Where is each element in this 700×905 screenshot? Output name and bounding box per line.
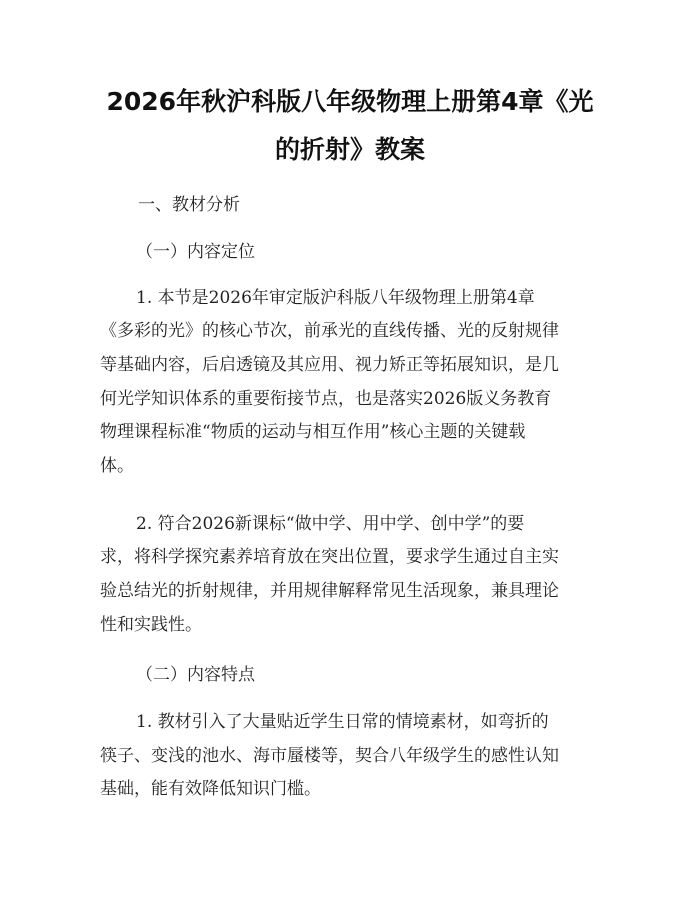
document-title-line-1: 2026年秋沪科版八年级物理上册第4章《光 xyxy=(106,87,594,116)
paragraph-3-line-3: 基础，能有效降低知识门槛。 xyxy=(100,779,321,799)
subsection-heading-content-positioning: （一）内容定位 xyxy=(136,242,255,262)
paragraph-1-line-1: 1. 本节是2026年审定版沪科版八年级物理上册第4章 xyxy=(136,288,535,308)
section-heading-textbook-analysis: 一、教材分析 xyxy=(138,195,240,215)
paragraph-1-line-4: 何光学知识体系的重要衔接节点，也是落实2026版义务教育 xyxy=(100,389,552,409)
paragraph-2-line-1: 2. 符合2026新课标“做中学、用中学、创中学”的要 xyxy=(136,514,525,534)
paragraph-2-line-4: 性和实践性。 xyxy=(100,615,202,635)
paragraph-1-line-3: 等基础内容，后启透镜及其应用、视力矫正等拓展知识，是几 xyxy=(100,355,559,375)
paragraph-1-line-5: 物理课程标准“物质的运动与相互作用”核心主题的关键载 xyxy=(100,422,526,442)
paragraph-3-line-1: 1. 教材引入了大量贴近学生日常的情境素材，如弯折的 xyxy=(136,712,549,732)
paragraph-1-line-2: 《多彩的光》的核心节次，前承光的直线传播、光的反射规律 xyxy=(100,321,559,341)
subsection-heading-content-features: （二）内容特点 xyxy=(136,665,255,685)
paragraph-2-line-2: 求，将科学探究素养培育放在突出位置，要求学生通过自主实 xyxy=(100,547,559,567)
document-title-line-2: 的折射》教案 xyxy=(274,135,425,164)
paragraph-1-line-6: 体。 xyxy=(100,456,134,476)
paragraph-2-line-3: 验总结光的折射规律，并用规律解释常见生活现象，兼具理论 xyxy=(100,581,559,601)
paragraph-3-line-2: 筷子、变浅的池水、海市蜃楼等，契合八年级学生的感性认知 xyxy=(100,746,559,766)
